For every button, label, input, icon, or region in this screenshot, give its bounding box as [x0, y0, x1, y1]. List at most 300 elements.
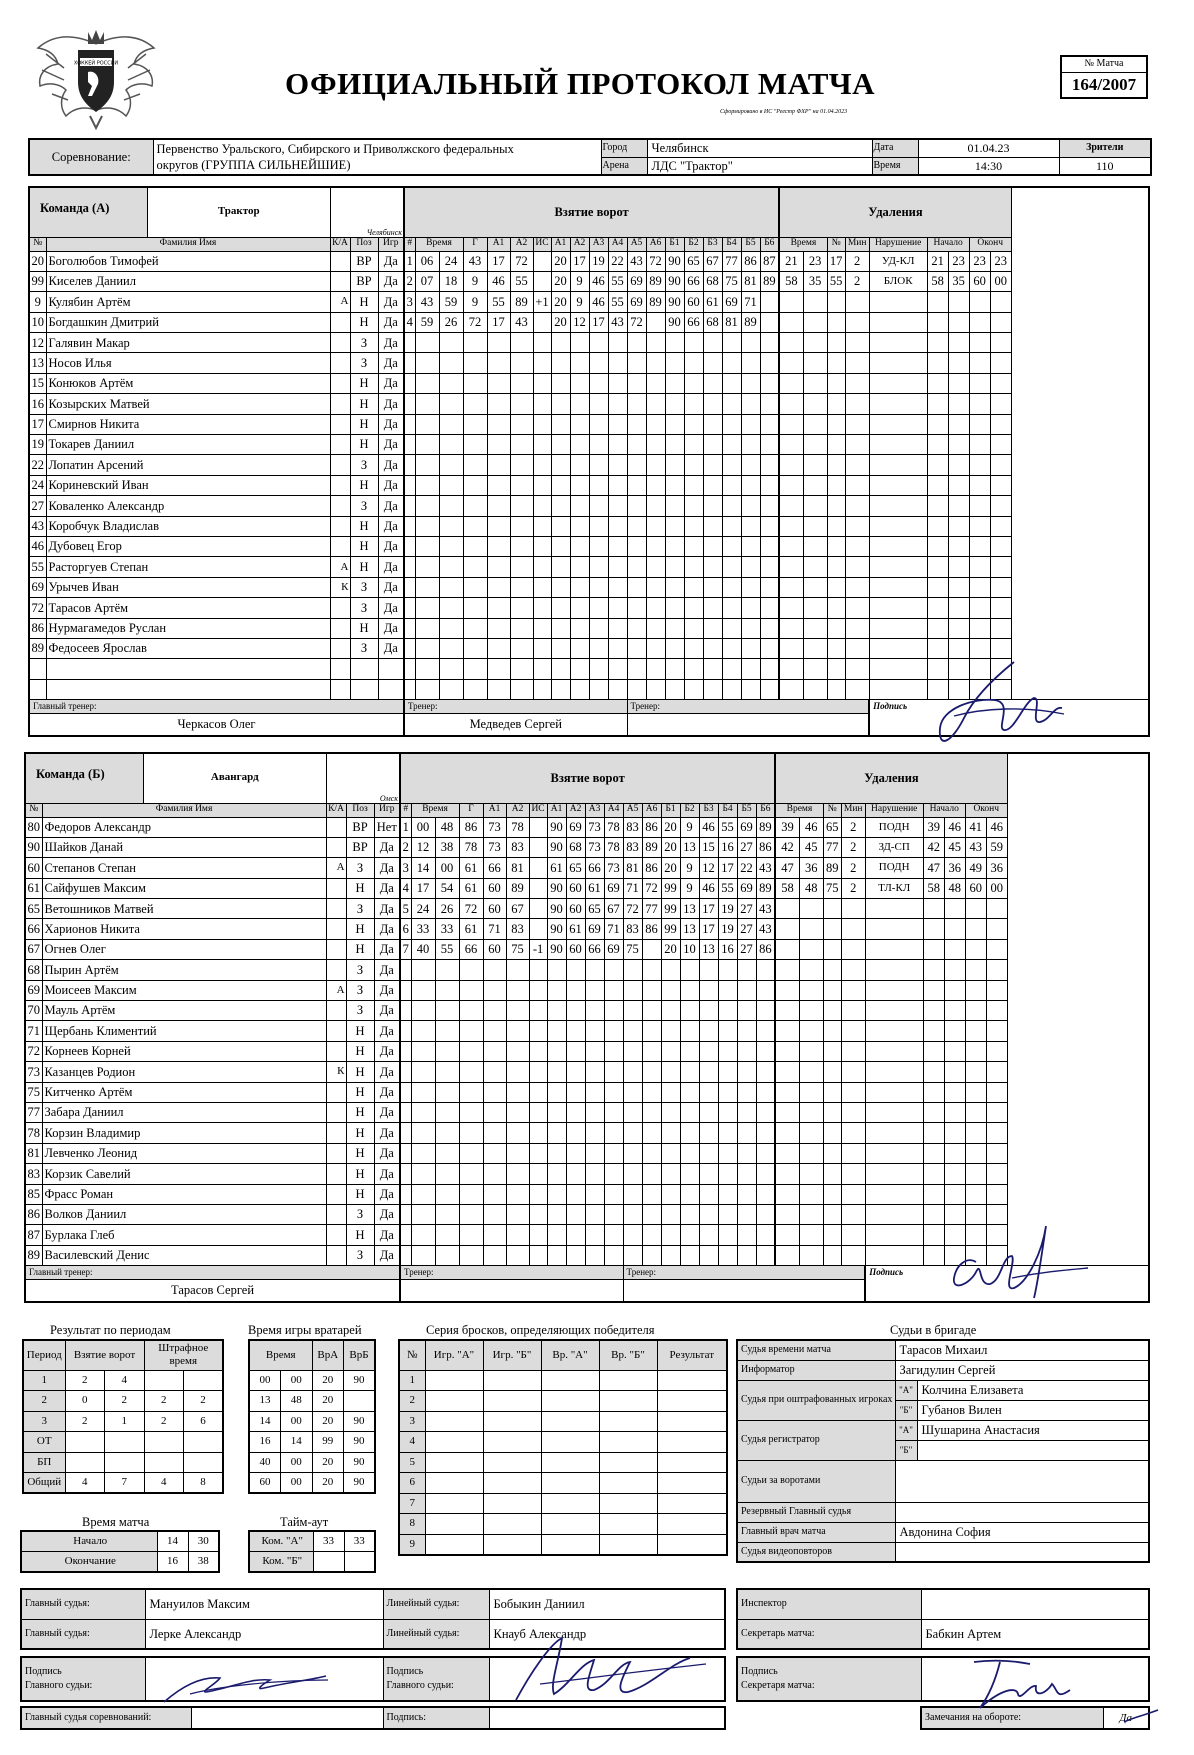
team-a-pen-empty — [827, 353, 845, 373]
team-b-pen-empty — [775, 1021, 799, 1041]
team-b-goal-empty — [400, 1082, 411, 1102]
team-a-pen-empty — [845, 455, 869, 475]
team-b-player-number: 65 — [25, 899, 42, 919]
team-b-player-position: З — [346, 1204, 374, 1224]
team-a-goal-empty — [684, 373, 703, 393]
team-a-player-number: 20 — [29, 251, 46, 271]
team-b-goal-empty — [547, 980, 566, 1000]
team-a-player-row — [29, 598, 1149, 618]
team-a-goal-empty — [570, 516, 589, 536]
team-a-col-p-start: Начало — [927, 237, 969, 251]
secretary-sign-label-1: Подпись — [741, 1666, 778, 1677]
team-a-pen-empty — [803, 496, 827, 516]
team-a-goal-empty — [627, 638, 646, 658]
team-b-goal-empty — [529, 1245, 547, 1265]
team-a-goal-empty — [570, 679, 589, 699]
team-b-pen-empty — [944, 1164, 965, 1184]
team-b-goal-cell: 75 — [506, 939, 529, 959]
team-a-goal-empty — [570, 414, 589, 434]
team-b-player-played: Да — [374, 1164, 400, 1184]
team-a-player-played: Да — [378, 333, 404, 353]
team-b-goal-empty — [604, 1123, 623, 1143]
team-b-sign-label: Подпись — [869, 1267, 904, 1278]
period-cell — [144, 1452, 184, 1473]
team-a-goal-empty — [608, 455, 627, 475]
team-a-player-position: З — [350, 333, 378, 353]
team-b-goal-cell: 83 — [623, 919, 642, 939]
team-a-goal-empty — [551, 353, 570, 373]
team-b-col-a2: А2 — [566, 803, 585, 817]
team-a-pen-empty — [927, 333, 948, 353]
period-cell: 0 — [65, 1391, 105, 1412]
team-b-pen-empty — [775, 899, 799, 919]
team-a-player-ka — [330, 455, 350, 475]
shootout-row — [399, 1391, 727, 1412]
team-a-goal-empty — [627, 557, 646, 577]
team-b-pen-empty — [865, 1123, 923, 1143]
match-end-min: 38 — [188, 1552, 219, 1573]
team-b-goal-empty — [642, 1062, 661, 1082]
team-b-goal-cell: 27 — [737, 837, 756, 857]
team-a-pen-empty — [869, 394, 927, 414]
team-a-goal-empty — [487, 475, 510, 495]
team-b-goal-empty — [623, 960, 642, 980]
team-b-pen-cell: 60 — [965, 878, 986, 898]
team-a-goal-empty — [760, 516, 779, 536]
team-a-pen-empty — [990, 475, 1011, 495]
shootout-cell — [425, 1493, 483, 1514]
team-b-goal-empty — [547, 1102, 566, 1122]
team-b-head-coach: Тарасов Сергей — [171, 1283, 255, 1298]
team-b-goal-empty — [604, 1184, 623, 1204]
team-a-pen-empty — [845, 353, 869, 373]
team-b-player-number: 87 — [25, 1225, 42, 1245]
team-a-goal-empty — [722, 516, 741, 536]
team-b-player-name: Щербань Климентий — [42, 1021, 326, 1041]
comp-ref-sign-label: Подпись: — [383, 1707, 489, 1729]
team-b-goal-cell: 78 — [604, 837, 623, 857]
team-a-name: Трактор — [217, 205, 260, 217]
team-a-goal-empty — [665, 557, 684, 577]
team-b-pen-cell: 77 — [823, 837, 841, 857]
goalie-cell: 90 — [344, 1432, 376, 1453]
team-b-goal-empty — [623, 1102, 642, 1122]
team-a-goal-empty — [487, 577, 510, 597]
team-a-goal-empty — [665, 598, 684, 618]
team-a-pen-empty — [869, 557, 927, 577]
team-b-goal-cell: 69 — [604, 878, 623, 898]
team-b-goal-cell: 16 — [718, 837, 737, 857]
team-a-pen-empty — [869, 373, 927, 393]
goalie-cell: 90 — [344, 1452, 376, 1473]
team-b-player-ka — [326, 1164, 346, 1184]
period-cell: 1 — [23, 1370, 65, 1391]
team-b-pen-empty — [799, 980, 823, 1000]
ref2-sign-label-1: Подпись — [386, 1666, 424, 1677]
team-b-goal-empty — [411, 960, 435, 980]
team-b-player-position: Н — [346, 1225, 374, 1245]
team-b-coach1-cell — [400, 1266, 623, 1302]
team-b-pen-empty — [823, 1123, 841, 1143]
team-b-pen-empty — [799, 1225, 823, 1245]
team-b-pen-cell: 75 — [823, 878, 841, 898]
shootout-cell — [483, 1370, 541, 1391]
team-b-goal-cell: 48 — [435, 817, 459, 837]
informer: Загидулин Сергей — [895, 1360, 1149, 1380]
team-a-player-ka — [330, 475, 350, 495]
team-b-pen-empty — [944, 1041, 965, 1061]
team-b-goal-empty — [604, 1204, 623, 1224]
team-b-player-position: Н — [346, 1062, 374, 1082]
team-b-pen-empty — [823, 1143, 841, 1163]
city-label: Город — [601, 139, 647, 157]
team-b-player-ka — [326, 1245, 346, 1265]
team-a-goal-empty — [589, 496, 608, 516]
team-a-goal-empty — [684, 638, 703, 658]
team-a-goal-cell: 81 — [741, 271, 760, 291]
team-a-goal-empty — [703, 496, 722, 516]
team-b-pen-empty — [965, 1143, 986, 1163]
period-cell: 2 — [144, 1411, 184, 1432]
team-a-pen-empty — [969, 618, 990, 638]
team-a-player-name — [46, 679, 330, 699]
team-b-goal-cell: 72 — [642, 878, 661, 898]
shootout-cell — [425, 1473, 483, 1494]
team-b-goal-empty — [604, 1102, 623, 1122]
team-b-col-p-end: Оконч — [965, 803, 1007, 817]
team-a-player-row — [29, 333, 1149, 353]
date: 01.04.23 — [918, 139, 1059, 157]
team-b-goal-empty — [661, 1123, 680, 1143]
team-b-goal-empty — [529, 960, 547, 980]
team-a-pen-cell: 23 — [990, 251, 1011, 271]
team-a-goal-empty — [439, 577, 463, 597]
team-a-goal-empty — [463, 394, 487, 414]
team-a-goal-empty — [415, 414, 439, 434]
team-b-goal-empty — [680, 1102, 699, 1122]
team-b-goal-cell — [529, 899, 547, 919]
team-a-goal-cell: 67 — [703, 251, 722, 271]
shootout-title: Серия бросков, определяющих победителя — [426, 1323, 655, 1337]
team-a-goal-empty — [570, 598, 589, 618]
team-a-player-name: Кориневский Иван — [46, 475, 330, 495]
team-a-pen-empty — [827, 618, 845, 638]
team-b-goal-empty — [642, 1041, 661, 1061]
team-a-goal-cell: 55 — [608, 292, 627, 312]
team-b-pen-empty — [965, 1062, 986, 1082]
team-a-goal-empty — [665, 536, 684, 556]
team-b-col-a5: А5 — [623, 803, 642, 817]
team-a-coach2-label: Тренер: — [628, 700, 869, 714]
team-a-goal-empty — [570, 353, 589, 373]
team-a-goal-empty — [510, 577, 533, 597]
shootout-cell — [599, 1452, 657, 1473]
team-a-goal-empty — [703, 475, 722, 495]
team-a-goal-empty — [570, 577, 589, 597]
team-a-section — [28, 186, 1150, 737]
team-a-goal-empty — [684, 557, 703, 577]
team-b-goal-cell: 61 — [459, 878, 483, 898]
team-a-goal-empty — [570, 557, 589, 577]
team-a-goal-empty — [570, 638, 589, 658]
team-b-goal-empty — [435, 1143, 459, 1163]
team-a-pen-cell: 55 — [827, 271, 845, 291]
period-cell — [144, 1370, 184, 1391]
team-b-pen-empty — [841, 899, 865, 919]
team-a-goal-empty — [439, 638, 463, 658]
logo-text: ХОККЕЙ РОССИИ — [73, 60, 119, 67]
ref2: Лерке Александр — [145, 1619, 383, 1649]
team-a-pen-empty — [990, 414, 1011, 434]
team-a-goal-empty — [665, 679, 684, 699]
team-a-pen-empty — [948, 638, 969, 658]
team-a-pen-cell: 21 — [927, 251, 948, 271]
team-b-player-number: 66 — [25, 919, 42, 939]
team-a-goal-empty — [463, 414, 487, 434]
team-a-pen-empty — [827, 598, 845, 618]
reserve — [895, 1502, 1149, 1522]
team-b-goal-empty — [400, 1021, 411, 1041]
team-a-goal-cell: 65 — [684, 251, 703, 271]
team-b-goal-empty — [547, 1204, 566, 1224]
team-a-goal-empty — [722, 557, 741, 577]
team-a-player-number: 15 — [29, 373, 46, 393]
team-a-pen-empty — [969, 455, 990, 475]
team-b-goal-cell: 14 — [411, 858, 435, 878]
team-b-goal-cell: 40 — [411, 939, 435, 959]
team-a-player-name: Богдашкин Дмитрий — [46, 312, 330, 332]
team-a-player-played: Да — [378, 292, 404, 312]
team-b-goal-empty — [718, 1143, 737, 1163]
team-a-goal-cell: 89 — [760, 271, 779, 291]
team-b-goal-empty — [756, 1041, 775, 1061]
team-b-goal-empty — [566, 1225, 585, 1245]
team-a-goal-empty — [608, 475, 627, 495]
team-b-col-g-a2: А2 — [506, 803, 529, 817]
team-a-goal-empty — [703, 394, 722, 414]
team-b-goal-empty — [435, 1062, 459, 1082]
team-b-player-position: З — [346, 1245, 374, 1265]
team-a-col-a3: А3 — [589, 237, 608, 251]
team-a-pen-empty — [990, 394, 1011, 414]
team-a-goal-empty — [703, 557, 722, 577]
team-b-goal-empty — [506, 1082, 529, 1102]
team-a-goal-empty — [646, 659, 665, 679]
goalie-cell: 20 — [312, 1411, 344, 1432]
team-b-player-position: З — [346, 960, 374, 980]
team-a-pen-empty — [779, 536, 803, 556]
team-a-pen-empty — [969, 496, 990, 516]
team-a-player-number: 22 — [29, 455, 46, 475]
goalie-row — [249, 1473, 375, 1494]
team-b-goal-empty — [483, 1082, 506, 1102]
team-b-goal-cell: 86 — [459, 817, 483, 837]
shootout-cell — [599, 1493, 657, 1514]
team-a-player-row — [29, 373, 1149, 393]
team-b-goal-cell: 55 — [718, 817, 737, 837]
team-b-goal-empty — [411, 1102, 435, 1122]
team-a-goal-empty — [439, 536, 463, 556]
goalie-row — [249, 1432, 375, 1453]
team-b-pen-cell: 00 — [986, 878, 1007, 898]
team-a-goal-empty — [760, 373, 779, 393]
shootout-col: Игр. "А" — [425, 1340, 483, 1370]
team-b-goal-cell: 27 — [737, 939, 756, 959]
team-a-goal-empty — [703, 618, 722, 638]
team-b-goal-cell: 86 — [642, 817, 661, 837]
team-b-goal-empty — [506, 1245, 529, 1265]
team-a-goal-empty — [533, 353, 551, 373]
team-b-goal-empty — [680, 1062, 699, 1082]
team-a-goal-empty — [684, 435, 703, 455]
team-a-player-name: Смирнов Никита — [46, 414, 330, 434]
team-b-player-name: Корзин Владимир — [42, 1123, 326, 1143]
shootout-row — [399, 1370, 727, 1391]
team-b-goal-cell: 17 — [699, 919, 718, 939]
team-b-coach2-cell — [623, 1266, 865, 1302]
team-a-goal-empty — [510, 455, 533, 475]
team-a-pen-empty — [969, 557, 990, 577]
team-a-head-coach: Черкасов Олег — [177, 717, 256, 732]
team-b-pen-cell: 47 — [923, 858, 944, 878]
team-a-player-row — [29, 414, 1149, 434]
team-b-pen-cell: 41 — [965, 817, 986, 837]
team-b-goal-empty — [547, 1041, 566, 1061]
team-a-goal-cell: 89 — [741, 312, 760, 332]
team-b-goal-empty — [661, 1184, 680, 1204]
shootout-cell — [541, 1452, 599, 1473]
team-b-goal-cell: 65 — [585, 899, 604, 919]
team-a-goal-empty — [627, 333, 646, 353]
goalie-cell: 14 — [249, 1411, 281, 1432]
team-a-player-row — [29, 435, 1149, 455]
team-a-goal-empty — [551, 435, 570, 455]
team-b-goal-cell: 72 — [459, 899, 483, 919]
team-b-goal-empty — [737, 1062, 756, 1082]
shootout-row — [399, 1432, 727, 1453]
competition-line2: округов (ГРУППА СИЛЬНЕЙШИЕ) — [156, 158, 351, 172]
team-b-goal-empty — [459, 1123, 483, 1143]
team-a-player-ka — [330, 394, 350, 414]
team-b-player-name: Волков Даниил — [42, 1204, 326, 1224]
team-a-coach1-label: Тренер: — [405, 700, 627, 714]
shootout-cell — [599, 1534, 657, 1555]
team-a-pen-empty — [948, 435, 969, 455]
team-a-goal-empty — [760, 333, 779, 353]
team-b-player-position: Н — [346, 919, 374, 939]
team-a-goal-empty — [510, 557, 533, 577]
team-b-coach1-label: Тренер: — [401, 1266, 623, 1280]
team-b-goal-cell: 90 — [547, 837, 566, 857]
team-a-goal-empty — [722, 598, 741, 618]
team-a-goal-empty — [627, 679, 646, 699]
team-a-player-number: 12 — [29, 333, 46, 353]
team-a-player-played — [378, 679, 404, 699]
team-b-col-ka: К/А — [326, 803, 346, 817]
team-a-goal-empty — [533, 414, 551, 434]
team-a-goal-empty — [510, 414, 533, 434]
team-b-goal-empty — [756, 1062, 775, 1082]
goalie-row — [249, 1411, 375, 1432]
team-a-player-row — [29, 312, 1149, 332]
team-a-goal-empty — [533, 679, 551, 699]
team-a-pen-empty — [803, 516, 827, 536]
team-b-goal-empty — [718, 1184, 737, 1204]
team-b-pen-empty — [965, 1082, 986, 1102]
team-b-coach1 — [401, 1280, 623, 1284]
timekeeper-label: Судья времени матча — [737, 1340, 895, 1360]
period-cell — [144, 1432, 184, 1453]
team-b-player-played: Да — [374, 1143, 400, 1163]
team-b-player-position: Н — [346, 1164, 374, 1184]
team-a-pen-empty — [990, 638, 1011, 658]
goalie-row — [249, 1370, 375, 1391]
goalie-cell: 90 — [344, 1411, 376, 1432]
team-a-goal-empty — [439, 516, 463, 536]
team-b-pen-empty — [775, 1082, 799, 1102]
team-b-pen-empty — [923, 1062, 944, 1082]
team-b-goal-empty — [585, 1102, 604, 1122]
team-a-pen-empty — [845, 598, 869, 618]
team-b-pen-empty — [823, 899, 841, 919]
team-b-goal-cell: 86 — [756, 837, 775, 857]
team-b-col-p-viol: Нарушение — [865, 803, 923, 817]
team-b-goal-empty — [642, 1164, 661, 1184]
team-a-goal-empty — [646, 435, 665, 455]
team-b-player-played: Да — [374, 1041, 400, 1061]
shootout-col: Вр. "Б" — [599, 1340, 657, 1370]
timeout-b-label: Ком. "Б" — [249, 1552, 313, 1573]
team-b-player-ka — [326, 899, 346, 919]
team-b-goal-cell: 6 — [400, 919, 411, 939]
team-a-pen-empty — [803, 333, 827, 353]
team-b-col-g-is: ИС — [529, 803, 547, 817]
team-a-pen-empty — [779, 455, 803, 475]
team-b-goal-empty — [435, 1102, 459, 1122]
team-b-pen-cell: 58 — [923, 878, 944, 898]
team-a-goal-empty — [404, 557, 415, 577]
team-b-player-ka — [326, 960, 346, 980]
team-b-goal-cell: 9 — [680, 878, 699, 898]
team-a-goal-empty — [439, 394, 463, 414]
team-b-pen-empty — [865, 939, 923, 959]
shootout-cell — [483, 1534, 541, 1555]
team-a-pen-cell: 35 — [803, 271, 827, 291]
team-b-goal-empty — [585, 1062, 604, 1082]
team-a-goal-empty — [589, 455, 608, 475]
shootout-cell — [483, 1411, 541, 1432]
team-b-pen-empty — [923, 899, 944, 919]
shootout-cell — [541, 1411, 599, 1432]
team-b-goal-cell: 19 — [718, 899, 737, 919]
team-b-pen-empty — [986, 1021, 1007, 1041]
team-a-goal-cell: 17 — [487, 251, 510, 271]
team-b-col-a1: А1 — [547, 803, 566, 817]
team-a-col-a6: А6 — [646, 237, 665, 251]
team-a-goal-empty — [722, 577, 741, 597]
shootout-cell — [599, 1391, 657, 1412]
team-b-goal-cell: 38 — [435, 837, 459, 857]
team-b-pen-empty — [841, 960, 865, 980]
team-b-goal-empty — [483, 1245, 506, 1265]
team-b-player-row — [25, 817, 1149, 837]
team-a-pen-empty — [990, 333, 1011, 353]
team-a-pen-empty — [803, 679, 827, 699]
team-a-pen-empty — [927, 292, 948, 312]
team-a-goal-empty — [487, 414, 510, 434]
team-b-pen-empty — [965, 1123, 986, 1143]
remarks-value: Да — [1103, 1707, 1149, 1729]
